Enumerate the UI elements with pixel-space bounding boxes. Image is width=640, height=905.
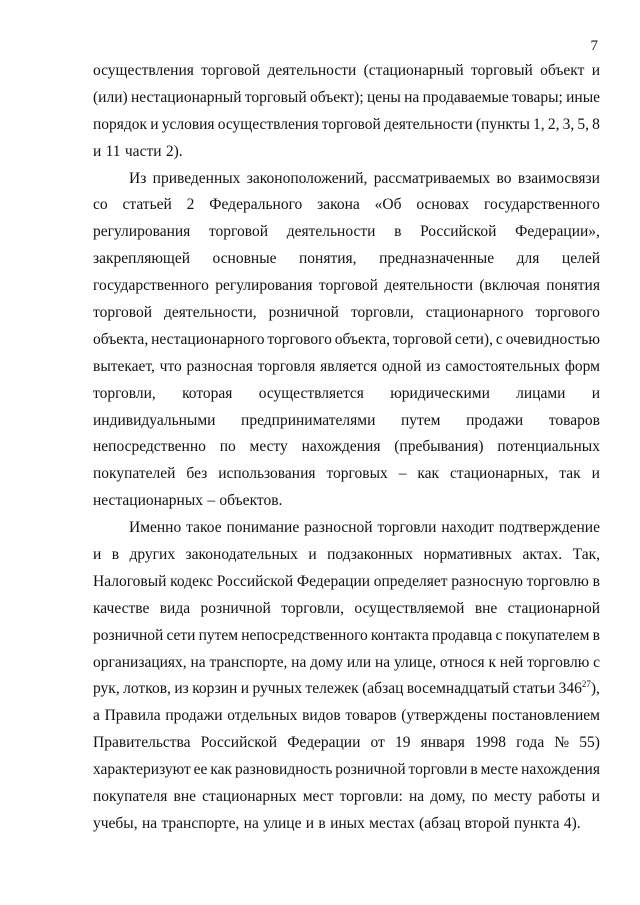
text-line: индивидуальными предпринимателями путем продажи товаров (93, 411, 600, 429)
text-line: учебы, на транспорте, на улице и в иных местах (абзац второй пункта 4). (93, 814, 581, 832)
text-line: Из приведенных законоположений, рассматриваемых во взаимосвязи (129, 169, 600, 187)
text-line: (или) нестационарный торговый объект); цены на продаваемые товары; иные (93, 88, 600, 106)
text-line: покупателей без использования торговых – как стационарных, так и (93, 465, 600, 483)
text-line: нестационарных – объектов. (93, 492, 283, 510)
text-line: государственного регулирования торговой деятельности (включая понятия (93, 277, 600, 295)
text-line: рук, лотков, из корзин и ручных тележек (абзац восемнадцатый статьи $346^{27}$), (93, 679, 600, 698)
text-line: осуществления торговой деятельности (стационарный торговый объект и (93, 62, 600, 79)
page-number: 7 (590, 38, 598, 54)
text-line: покупателя вне стационарных мест торговли: на дому, по месту работы и (93, 788, 600, 806)
text-line: со статьей 2 Федерального закона «Об основах государственного (93, 196, 600, 214)
text-line: а Правила продажи отдельных видов товаров (утверждены постановлением (93, 707, 600, 725)
text-line: торговли, которая осуществляется юридическими лицами и (93, 384, 600, 402)
paragraph (93, 166, 600, 516)
text-line: Правительства Российской Федерации от 19 января 1998 года № 55) (93, 734, 600, 752)
text-line: и 11 части 2). (93, 142, 183, 160)
text-line: регулирования торговой деятельности в Российской Федерации», (93, 223, 600, 241)
text-line: организациях, на транспорте, на дому или на улице, относя к ней торговлю с (93, 653, 600, 671)
text-line: характеризуют ее как разновидность розничной торговли в месте нахождения (93, 761, 600, 779)
text-line: Налоговый кодекс Российской Федерации определяет разносную торговлю в (93, 572, 600, 590)
paragraph (93, 515, 600, 838)
text-line: Именно такое понимание разносной торговли находит подтверждение (129, 519, 600, 537)
text-line: порядок и условия осуществления торговой деятельности (пункты 1, 2, 3, 5, 8 (93, 115, 600, 133)
text-line: закрепляющей основные понятия, предназначенные для целей (93, 250, 600, 268)
text-line: розничной сети путем непосредственного контакта продавца с покупателем в (93, 626, 600, 644)
text-line: вытекает, что разносная торговля является одной из самостоятельных форм (93, 357, 600, 375)
document-body (93, 58, 600, 838)
text-line: непосредственно по месту нахождения (пребывания) потенциальных (93, 438, 600, 456)
paragraph (93, 58, 600, 166)
text-line: объекта, нестационарного торгового объекта, торговой сети), с очевидностью (93, 330, 600, 348)
text-line: и в других законодательных и подзаконных нормативных актах. Так, (93, 546, 600, 564)
text-line: торговой деятельности, розничной торговли, стационарного торгового (93, 304, 600, 322)
text-line: качестве вида розничной торговли, осуществляемой вне стационарной (93, 599, 600, 617)
